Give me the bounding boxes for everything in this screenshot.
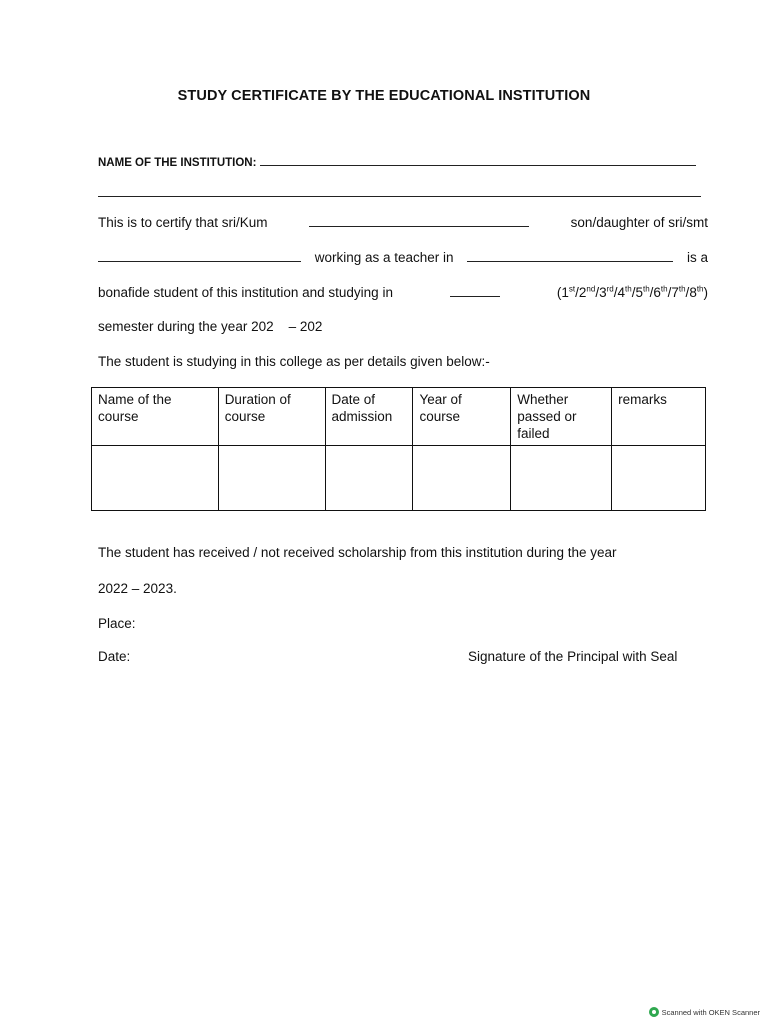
date-label: Date: [98, 649, 131, 664]
header-admission-date: Date of admission [325, 388, 413, 446]
header-result: Whether passed or failed [511, 388, 612, 446]
cell-duration[interactable] [218, 446, 325, 511]
institution-name-continuation [98, 184, 708, 200]
parent-name-blank[interactable] [98, 249, 301, 262]
certify-line-3 [98, 284, 708, 300]
certify-text-3: working as a teacher in [314, 250, 454, 265]
semester-year-line: semester during the year 202 – 202 [98, 319, 323, 334]
certify-text-1: This is to certify that sri/Kum [98, 215, 268, 230]
principal-signature-label: Signature of the Principal with Seal [468, 649, 678, 664]
certify-line-1 [98, 214, 708, 230]
scholarship-line-2: 2022 – 2023. [98, 581, 177, 596]
certify-line-2 [98, 249, 708, 265]
school-name-blank[interactable] [467, 249, 673, 262]
header-course-name: Name of the course [92, 388, 219, 446]
scanner-watermark-text: Scanned with OKEN Scanner [661, 1007, 760, 1017]
cell-result[interactable] [511, 446, 612, 511]
table-header-row [92, 388, 706, 446]
student-name-blank[interactable] [309, 214, 529, 227]
cell-admission-date[interactable] [325, 446, 413, 511]
header-year: Year of course [413, 388, 511, 446]
certify-text-5: bonafide student of this institution and studying in [98, 285, 393, 300]
institution-label: NAME OF THE INSTITUTION: [98, 157, 257, 169]
cell-year[interactable] [413, 446, 511, 511]
course-details-table [91, 387, 706, 511]
institution-name-blank[interactable] [260, 153, 696, 166]
institution-name-line [98, 153, 708, 169]
certify-text-4: is a [686, 250, 708, 265]
scanner-logo-icon [649, 1007, 659, 1017]
cell-remarks[interactable] [612, 446, 706, 511]
cell-course-name[interactable] [92, 446, 219, 511]
semester-blank[interactable] [450, 284, 500, 297]
details-intro: The student is studying in this college as per details given below:- [98, 354, 490, 369]
institution-name-blank-2[interactable] [98, 184, 701, 197]
scanner-watermark [649, 1007, 760, 1017]
scholarship-line-1: The student has received / not received scholarship from this institution during the year [98, 545, 617, 560]
place-label: Place: [98, 616, 136, 631]
table-row [92, 446, 706, 511]
document-title: STUDY CERTIFICATE BY THE EDUCATIONAL INSTITUTION [177, 88, 591, 104]
semester-options: (1st/2nd/3rd/4th/5th/6th/7th/8th) [556, 284, 708, 300]
certify-text-2: son/daughter of sri/smt [570, 215, 708, 230]
header-duration: Duration of course [218, 388, 325, 446]
header-remarks: remarks [612, 388, 706, 446]
